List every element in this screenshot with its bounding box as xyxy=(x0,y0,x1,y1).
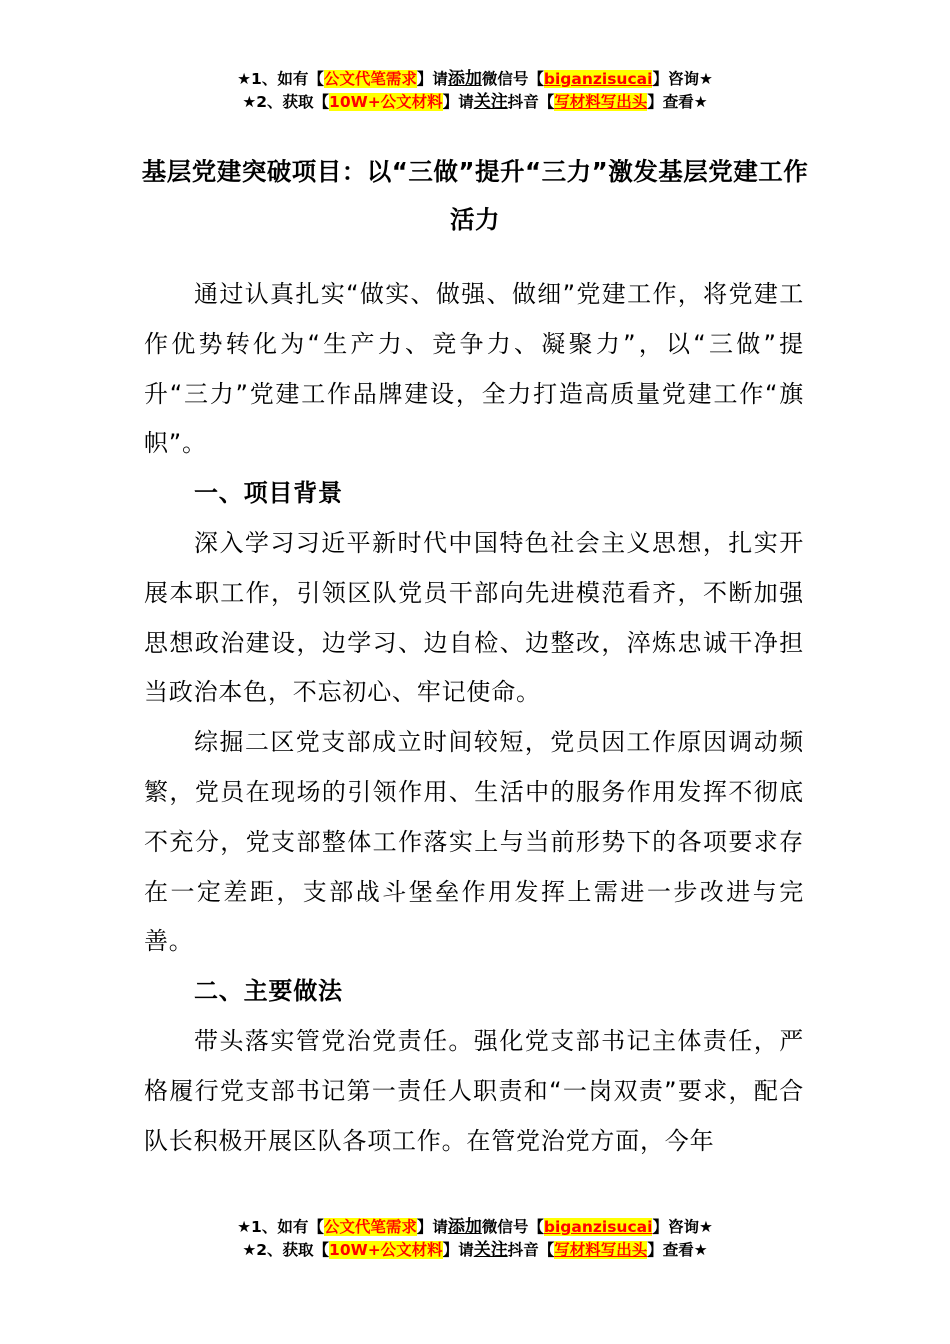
promo-highlight-service: 公文代笔需求 xyxy=(323,1218,417,1236)
promo-text: 抖音【 xyxy=(507,93,555,111)
document-title: 基层党建突破项目：以“三做”提升“三力”激发基层党建工作活力 xyxy=(141,157,809,234)
promo-highlight-wechat-id: biganzisucai xyxy=(543,70,653,88)
promo-underlined-text: 关注 xyxy=(473,1240,508,1260)
promo-highlight-materials: 10W+公文材料 xyxy=(329,1241,443,1259)
promo-text: 】请 xyxy=(416,70,448,88)
section-heading-background: 一、项目背景 xyxy=(194,479,343,508)
promo-text: 】咨询★ xyxy=(652,70,713,88)
promo-text: 抖音【 xyxy=(507,1241,555,1259)
promo-text: 】请 xyxy=(442,1241,474,1259)
promo-footer xyxy=(0,1216,950,1262)
promo-underlined-text: 关注 xyxy=(473,92,508,112)
promo-text: 】请 xyxy=(416,1218,448,1236)
promo-underlined-text: 添加 xyxy=(447,1217,482,1237)
promo-line-1 xyxy=(0,68,950,91)
promo-line-2 xyxy=(0,91,950,114)
promo-underlined-text: 添加 xyxy=(447,69,482,89)
promo-highlight-douyin-account: 写材料写出头 xyxy=(554,1241,648,1259)
promo-text: 】查看★ xyxy=(647,1241,708,1259)
section-heading-approach: 二、主要做法 xyxy=(194,977,343,1006)
promo-text: 】查看★ xyxy=(647,93,708,111)
promo-text: ★2、获取【 xyxy=(242,93,330,111)
promo-highlight-materials: 10W+公文材料 xyxy=(329,93,443,111)
promo-line-1 xyxy=(0,1216,950,1239)
promo-text: 微信号【 xyxy=(481,1218,544,1236)
promo-highlight-douyin-account: 写材料写出头 xyxy=(554,93,648,111)
promo-text: 】咨询★ xyxy=(652,1218,713,1236)
promo-highlight-service: 公文代笔需求 xyxy=(323,70,417,88)
promo-highlight-wechat-id: biganzisucai xyxy=(543,1218,653,1236)
promo-text: ★1、如有【 xyxy=(237,1218,324,1236)
promo-line-2 xyxy=(0,1239,950,1262)
promo-text: ★2、获取【 xyxy=(242,1241,330,1259)
document-body xyxy=(144,270,804,1166)
promo-text: ★1、如有【 xyxy=(237,70,324,88)
promo-text: 】请 xyxy=(442,93,474,111)
promo-text: 微信号【 xyxy=(481,70,544,88)
background-paragraph-1: 深入学习习近平新时代中国特色社会主义思想，扎实开展本职工作，引领区队党员干部向先进模范看齐，不断加强思想政治建设，边学习、边自检、边整改，淬炼忠诚干净担当政治本色，不忘初心、牢记使命。 xyxy=(144,528,804,707)
intro-paragraph: 通过认真扎实“做实、做强、做细”党建工作，将党建工作优势转化为“生产力、竞争力、凝聚力”，以“三做”提升“三力”党建工作品牌建设，全力打造高质量党建工作“旗帜”。 xyxy=(144,280,804,458)
approach-paragraph-1: 带头落实管党治党责任。强化党支部书记主体责任，严格履行党支部书记第一责任人职责和“一岗双责”要求，配合队长积极开展区队各项工作。在管党治党方面，今年 xyxy=(144,1026,804,1155)
background-paragraph-2: 综掘二区党支部成立时间较短，党员因工作原因调动频繁，党员在现场的引领作用、生活中的服务作用发挥不彻底不充分，党支部整体工作落实上与当前形势下的各项要求存在一定差距，支部战斗堡垒作用发挥上需进一步改进与完善。 xyxy=(144,728,804,956)
promo-header xyxy=(0,68,950,114)
